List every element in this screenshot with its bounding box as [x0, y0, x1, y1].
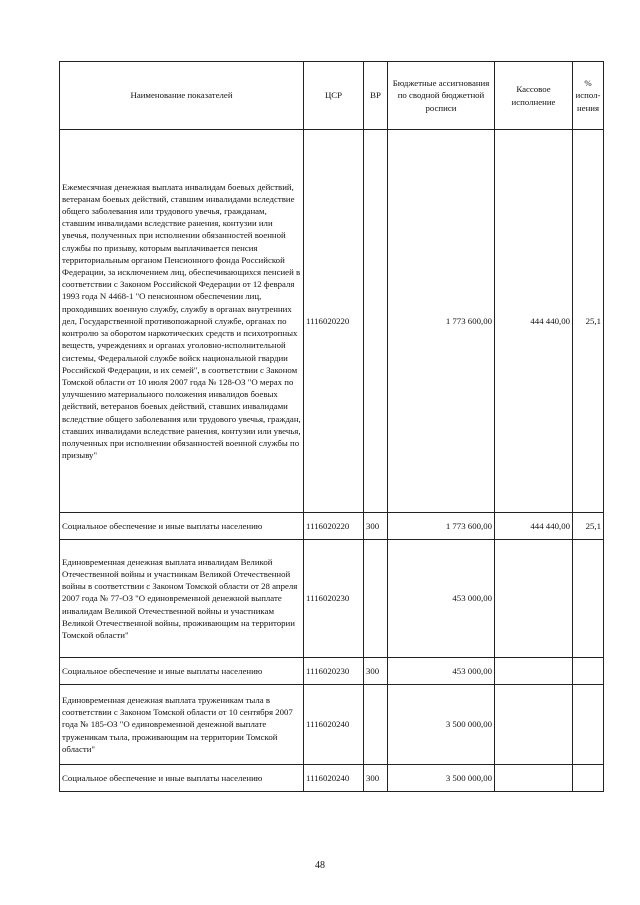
row-budget: 1 773 600,00: [388, 513, 495, 540]
row-csr: 1116020220: [304, 130, 364, 513]
row-percent: [573, 765, 604, 792]
row-budget: 3 500 000,00: [388, 685, 495, 765]
row-budget: 453 000,00: [388, 658, 495, 685]
header-budget: Бюджетные ассигнования по сводной бюджетной росписи: [388, 62, 495, 130]
row-name: Единовременная денежная выплата инвалидам Великой Отечественной войны и участникам Великой Отечественной войны в соответствии с Законом Томской области от 28 апреля 2007 года № 77-ОЗ "О единовременной денежной выплате инвалидам Великой Отечественной войны и участникам Великой Отечественной войны, проживающим на территории Томской области": [60, 540, 304, 658]
header-csr: ЦСР: [304, 62, 364, 130]
row-cash: 444 440,00: [495, 513, 573, 540]
table-row: [60, 540, 604, 658]
header-cash: Кассовое исполнение: [495, 62, 573, 130]
table-row: [60, 765, 604, 792]
row-percent: [573, 658, 604, 685]
row-percent: 25,1: [573, 513, 604, 540]
row-budget: 453 000,00: [388, 540, 495, 658]
row-vr: 300: [364, 765, 388, 792]
row-vr: [364, 130, 388, 513]
row-name: Единовременная денежная выплата труженикам тыла в соответствии с Законом Томской области от 10 сентября 2007 года № 185-ОЗ "О единовременной денежной выплате труженикам тыла, проживающим на территории Томской области": [60, 685, 304, 765]
row-csr: 1116020240: [304, 765, 364, 792]
row-csr: 1116020230: [304, 540, 364, 658]
table-header-row: [60, 62, 604, 130]
row-csr: 1116020240: [304, 685, 364, 765]
row-vr: 300: [364, 658, 388, 685]
row-cash: [495, 540, 573, 658]
table-row: [60, 130, 604, 513]
row-name: Социальное обеспечение и иные выплаты населению: [60, 658, 304, 685]
row-cash: 444 440,00: [495, 130, 573, 513]
row-cash: [495, 685, 573, 765]
row-budget: 3 500 000,00: [388, 765, 495, 792]
header-name: Наименование показателей: [60, 62, 304, 130]
row-name: Социальное обеспечение и иные выплаты населению: [60, 513, 304, 540]
row-budget: 1 773 600,00: [388, 130, 495, 513]
row-percent: [573, 685, 604, 765]
row-name: Ежемесячная денежная выплата инвалидам боевых действий, ветеранам боевых действий, ставшим инвалидами вследствие общего заболевания или трудового увечья, гражданам, ставшим инвалидами вследствие ранения, контузии или увечья, полученных при исполнении обязанностей военной службы по призыву, которым выплачивается пенсия территориальным органом Пенсионного фонда Российской Федерации, за исключением лиц, обеспечивающихся пенсией в соответствии с Законом Российской Федерации от 12 февраля 1993 года N 4468-1 "О пенсионном обеспечении лиц, проходивших военную службу, службу в органах внутренних дел, Государственной противопожарной службе, органах по контролю за оборотом наркотических средств и психотропных веществ, учреждениях и органах уголовно-исполнительной системы, Федеральной службе войск национальной гвардии Российской Федерации, и их семей", в соответствии с Законом Томской области от 10 июля 2007 года № 128-ОЗ "О мерах по улучшению материального положения инвалидов боевых действий, ветеранов боевых действий, ставших инвалидами вследствие общего заболевания или трудового увечья, граждан, ставших инвалидами вследствие ранения, контузии или увечья, полученных при исполнении обязанностей военной службы по призыву": [60, 130, 304, 513]
row-percent: 25,1: [573, 130, 604, 513]
table-row: [60, 658, 604, 685]
page-number: 48: [315, 860, 325, 871]
row-percent: [573, 540, 604, 658]
row-vr: [364, 540, 388, 658]
row-name: Социальное обеспечение и иные выплаты населению: [60, 765, 304, 792]
table-row: [60, 513, 604, 540]
row-cash: [495, 658, 573, 685]
row-vr: 300: [364, 513, 388, 540]
header-vr: ВР: [364, 62, 388, 130]
header-percent: % испол-нения: [573, 62, 604, 130]
row-csr: 1116020220: [304, 513, 364, 540]
row-vr: [364, 685, 388, 765]
budget-execution-table: [59, 61, 604, 792]
table-row: [60, 685, 604, 765]
row-cash: [495, 765, 573, 792]
row-csr: 1116020230: [304, 658, 364, 685]
